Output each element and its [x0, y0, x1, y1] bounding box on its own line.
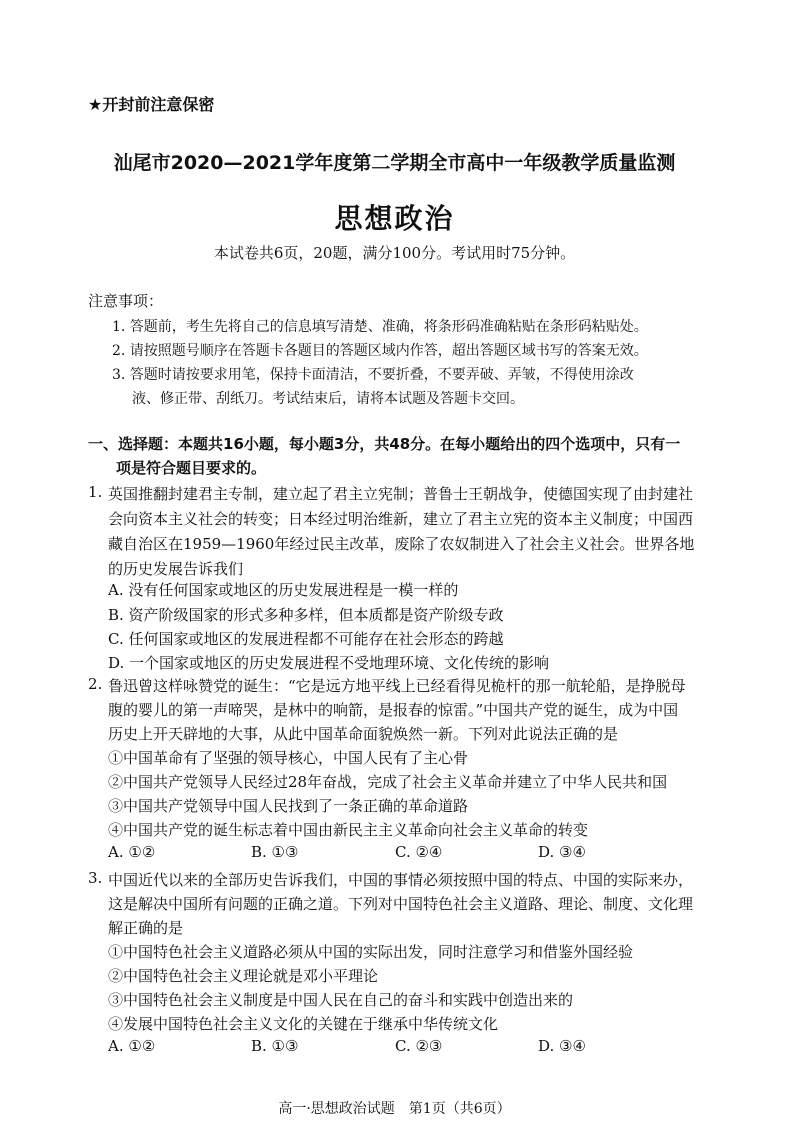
question-text: 藏自治区在1959—1960年经过民主改革，废除了农奴制进入了社会主义社会。世界各地 [108, 535, 695, 553]
question-text: 英国推翻封建君主专制，建立起了君主立宪制；普鲁士王朝战争，使德国实现了由封建社 [108, 485, 694, 503]
choice-d: D. ③④ [538, 843, 586, 861]
statement-3: ③中国共产党领导中国人民找到了一条正确的革命道路 [108, 797, 469, 815]
option-b: B. 资产阶级国家的形式多种多样，但本质都是资产阶级专政 [108, 606, 504, 624]
statement-4: ④发展中国特色社会主义文化的关键在于继承中华传统文化 [108, 1015, 499, 1033]
choice-a: A. ①② [108, 1037, 156, 1055]
statement-1: ①中国特色社会主义道路必须从中国的实际出发，同时注意学习和借鉴外国经验 [108, 943, 634, 961]
statement-3: ③中国特色社会主义制度是中国人民在自己的奋斗和实践中创造出来的 [108, 991, 574, 1009]
notes-heading: 注意事项： [88, 292, 164, 310]
page-footer: 高一·思想政治试题 第1页（共6页） [278, 1101, 511, 1117]
choice-row [0, 843, 789, 865]
question-text: 会向资本主义社会的转变；日本经过明治维新，建立了君主立宪的资本主义制度；中国西 [108, 510, 694, 528]
choice-c: C. ②③ [395, 1037, 443, 1055]
note-item: 1. 答题前，考生先将自己的信息填写清楚、准确，将条形码准确粘贴在条形码粘贴处。 [112, 319, 648, 335]
choice-b: B. ①③ [251, 1037, 299, 1055]
question-text: 的历史发展告诉我们 [108, 560, 244, 578]
question-number: 1. [88, 483, 103, 501]
statement-2: ②中国特色社会主义理论就是邓小平理论 [108, 967, 379, 985]
question-text: 腹的婴儿的第一声啼哭，是林中的响箭，是报春的惊雷。”中国共产党的诞生，成为中国 [108, 701, 679, 719]
question-text: 解正确的是 [108, 919, 184, 937]
exam-title: 汕尾市2020—2021学年度第二学期全市高中一年级教学质量监测 [113, 152, 676, 174]
confidential-mark: ★开封前注意保密 [88, 95, 215, 114]
choice-b: B. ①③ [251, 843, 299, 861]
exam-info: 本试卷共6页，20题，满分100分。考试用时75分钟。 [213, 244, 576, 262]
note-item: 3. 答题时请按要求用笔，保持卡面清洁，不要折叠，不要弄破、弄皱，不得使用涂改 [112, 367, 634, 383]
choice-d: D. ③④ [538, 1037, 586, 1055]
question-number: 3. [88, 869, 103, 887]
statement-4: ④中国共产党的诞生标志着中国由新民主主义革命向社会主义革命的转变 [108, 821, 589, 839]
option-d: D. 一个国家或地区的历史发展进程不受地理环境、文化传统的影响 [108, 654, 550, 672]
statement-2: ②中国共产党领导人民经过28年奋战，完成了社会主义革命并建立了中华人民共和国 [108, 773, 668, 791]
question-text: 中国近代以来的全部历史告诉我们，中国的事情必须按照中国的特点、中国的实际来办， [108, 871, 694, 889]
choice-a: A. ①② [108, 843, 156, 861]
statement-1: ①中国革命有了坚强的领导核心，中国人民有了主心骨 [108, 749, 469, 767]
subject-title: 思想政治 [334, 202, 455, 235]
section-heading-continued: 项是符合题目要求的。 [116, 459, 267, 477]
question-text: 鲁迅曾这样咏赞党的诞生：“它是远方地平线上已经看得见桅杆的那一航轮船，是挣脱母 [108, 677, 686, 695]
question-text: 历史上开天辟地的大事，从此中国革命面貌焕然一新。下列对此说法正确的是 [108, 725, 619, 743]
question-number: 2. [88, 675, 103, 693]
section-heading: 一、选择题：本题共16小题，每小题3分，共48分。在每小题给出的四个选项中，只有一 [88, 435, 681, 453]
note-item-continued: 液、修正带、刮纸刀。考试结束后，请将本试题及答题卡交回。 [132, 391, 524, 407]
option-c: C. 任何国家或地区的发展进程都不可能存在社会形态的跨越 [108, 630, 504, 648]
option-a: A. 没有任何国家或地区的历史发展进程是一模一样的 [108, 581, 459, 599]
choice-c: C. ②④ [395, 843, 443, 861]
question-text: 这是解决中国所有问题的正确之道。下列对中国特色社会主义道路、理论、制度、文化理 [108, 895, 694, 913]
note-item: 2. 请按照题号顺序在答题卡各题目的答题区域内作答，超出答题区域书写的答案无效。 [112, 343, 648, 359]
choice-row [0, 1037, 789, 1059]
